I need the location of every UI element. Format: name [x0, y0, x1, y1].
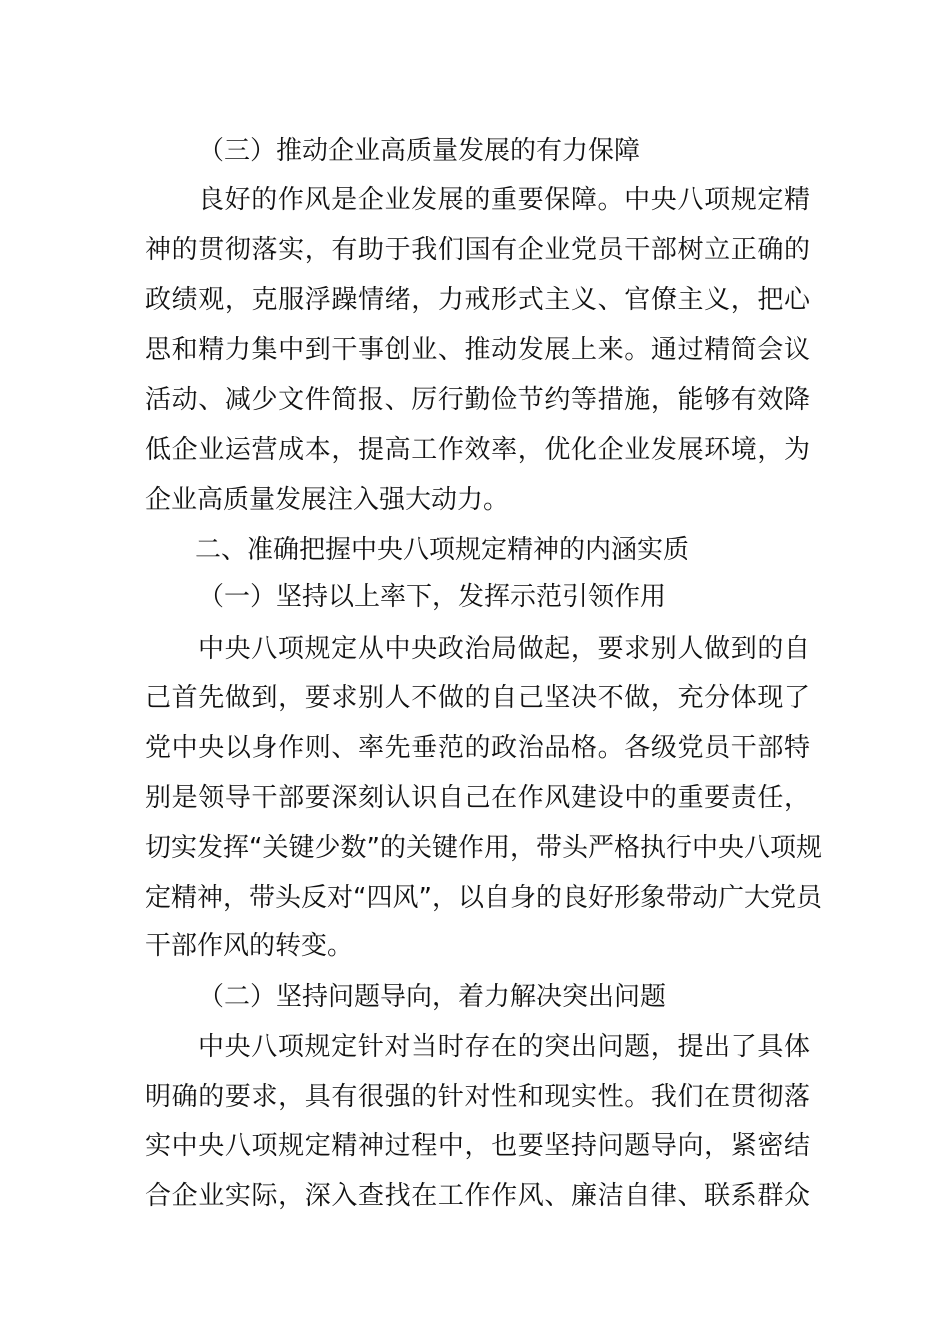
- paragraph-line: 神的贯彻落实，有助于我们国有企业党员干部树立正确的: [145, 235, 810, 265]
- paragraph-line: 实中央八项规定精神过程中，也要坚持问题导向，紧密结: [145, 1131, 810, 1161]
- paragraph-line: 切实发挥“关键少数”的关键作用，带头严格执行中央八项规: [145, 833, 822, 863]
- paragraph-line: 中央八项规定从中央政治局做起，要求别人做到的自: [198, 634, 810, 664]
- section-heading-2: 二、准确把握中央八项规定精神的内涵实质: [195, 535, 690, 565]
- paragraph-line: 党中央以身作则、率先垂范的政治品格。各级党员干部特: [145, 733, 810, 763]
- paragraph-line: 别是领导干部要深刻认识自己在作风建设中的重要责任，: [145, 783, 810, 813]
- paragraph-line: 政绩观，克服浮躁情绪，力戒形式主义、官僚主义，把心: [145, 285, 810, 315]
- paragraph-line: 己首先做到，要求别人不做的自己坚决不做，充分体现了: [145, 683, 810, 713]
- subheading-3: （三）推动企业高质量发展的有力保障: [198, 136, 641, 166]
- subheading-1: （一）坚持以上率下，发挥示范引领作用: [198, 582, 667, 612]
- paragraph-line: 良好的作风是企业发展的重要保障。中央八项规定精: [198, 185, 810, 215]
- paragraph-line: 活动、减少文件简报、厉行勤俭节约等措施，能够有效降: [145, 385, 810, 415]
- paragraph-line: 定精神，带头反对“四风”，以自身的良好形象带动广大党员: [145, 883, 822, 913]
- subheading-2: （二）坚持问题导向，着力解决突出问题: [198, 982, 667, 1012]
- paragraph-line: 思和精力集中到干事创业、推动发展上来。通过精简会议: [145, 335, 810, 365]
- paragraph-line: 中央八项规定针对当时存在的突出问题，提出了具体: [198, 1032, 810, 1062]
- paragraph-line: 企业高质量发展注入强大动力。: [145, 485, 510, 515]
- paragraph-line: 干部作风的转变。: [145, 931, 354, 961]
- paragraph-line: 合企业实际，深入查找在工作作风、廉洁自律、联系群众: [145, 1181, 810, 1211]
- paragraph-line: 明确的要求，具有很强的针对性和现实性。我们在贯彻落: [145, 1082, 810, 1112]
- paragraph-line: 低企业运营成本，提高工作效率，优化企业发展环境，为: [145, 435, 810, 465]
